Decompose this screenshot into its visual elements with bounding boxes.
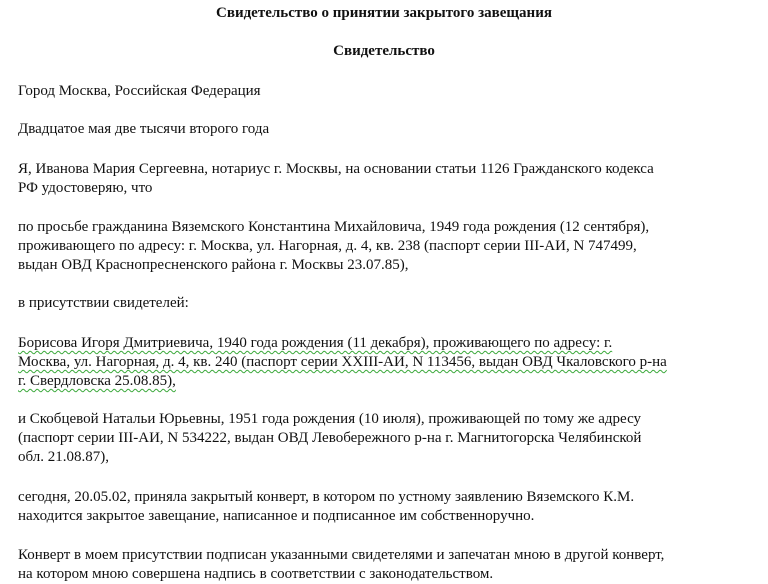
envelope-line-1: Конверт в моем присутствии подписан указанными свидетелями и запечатан мною в другой конверт, [18,547,665,563]
witness1-paragraph [18,334,758,391]
acceptance-paragraph [18,488,758,526]
witness1-line-1: Борисова Игоря Дмитриевича, 1940 года рождения (11 декабря), проживающего по адресу: г. [18,335,613,351]
acceptance-line-2: находится закрытое завещание, написанное и подписанное им собственноручно. [18,508,535,524]
notary-line-2: РФ удостоверяю, что [18,180,153,196]
witness2-line-3: обл. 21.08.87), [18,449,109,465]
witnesses-intro-line: в присутствии свидетелей: [18,295,189,311]
testator-line-3: выдан ОВД Краснопресненского района г. Москвы 23.07.85), [18,257,409,273]
acceptance-line-1: сегодня, 20.05.02, приняла закрытый конверт, в котором по устному заявлению Вяземского К.М. [18,489,635,505]
place-paragraph [18,82,758,101]
witness2-line-2: (паспорт серии III-АИ, N 534222, выдан ОВД Левобережного р-на г. Магнитогорска Челябинской [18,430,642,446]
testator-line-2: проживающего по адресу: г. Москва, ул. Нагорная, д. 4, кв. 238 (паспорт серии III-АИ, N 747499, [18,238,637,254]
document-subtitle: Свидетельство [333,43,435,59]
notary-paragraph [18,160,758,198]
envelope-paragraph [18,546,758,584]
witnesses-intro-paragraph [18,294,758,313]
document-title: Свидетельство о принятии закрытого завещания [216,5,552,21]
witness1-line-3: г. Свердловска 25.08.85), [18,373,176,389]
date-line: Двадцатое мая две тысячи второго года [18,121,270,137]
envelope-line-2: на котором мною совершена надпись в соответствии с законодательством. [18,566,494,582]
date-paragraph [18,120,758,139]
witness1-line-2: Москва, ул. Нагорная, д. 4, кв. 240 (паспорт серии XXIII-АИ, N 113456, выдан ОВД Чкаловского р-на [18,354,667,370]
place-line: Город Москва, Российская Федерация [18,83,261,99]
witness2-line-1: и Скобцевой Натальи Юрьевны, 1951 года рождения (10 июля), проживающей по тому же адресу [18,411,642,427]
testator-paragraph [18,218,758,275]
witness2-paragraph [18,410,758,467]
notary-line-1: Я, Иванова Мария Сергеевна, нотариус г. Москвы, на основании статьи 1126 Гражданского кодекса [18,161,654,177]
testator-line-1: по просьбе гражданина Вяземского Константина Михайловича, 1949 года рождения (12 сентября), [18,219,650,235]
